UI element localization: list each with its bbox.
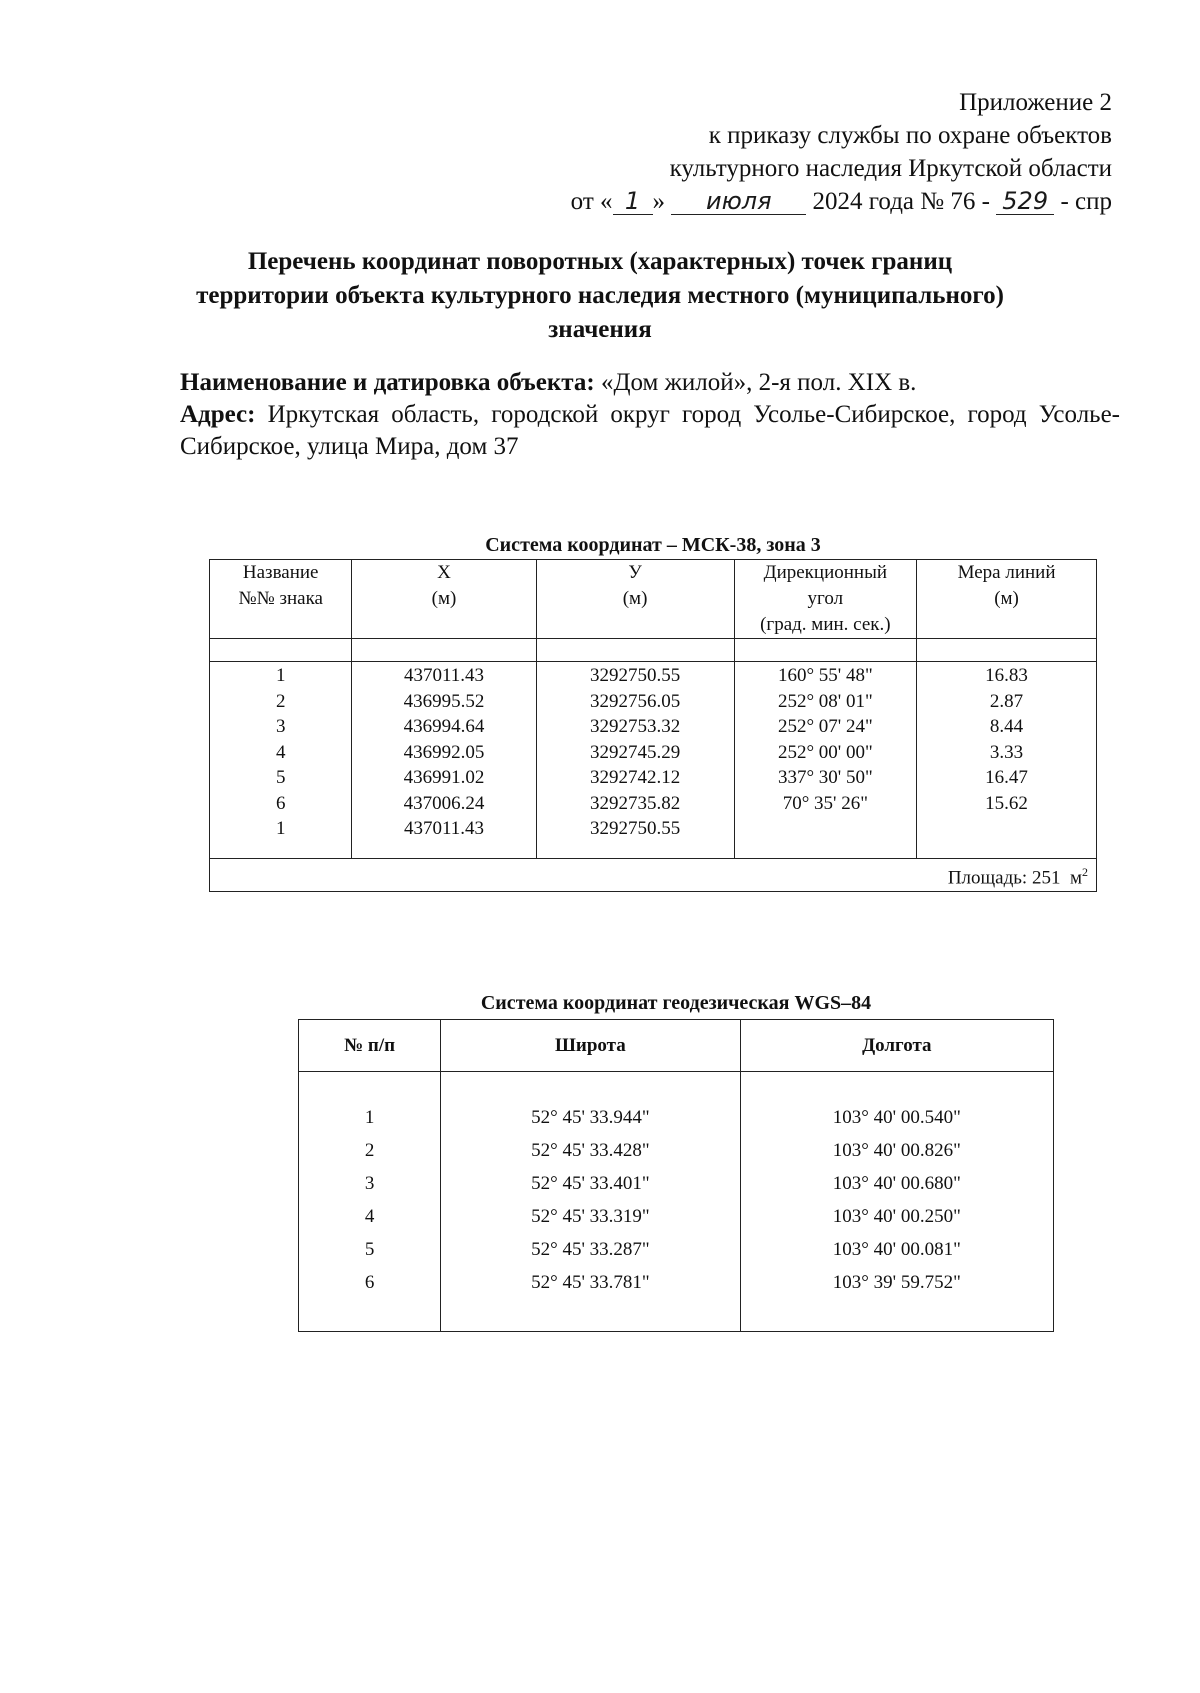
x-values-column: 437011.43 436995.52 436994.64 436992.05 436991.02 437006.24 437011.43 bbox=[352, 662, 536, 859]
table1-area-row bbox=[210, 858, 1097, 891]
header-longitude: Долгота bbox=[740, 1020, 1053, 1072]
title-line-2: территории объекта культурного наследия местного (муниципального) bbox=[196, 282, 1004, 309]
appendix-line-3: культурного наследия Иркутской области bbox=[669, 155, 1112, 182]
numbers-column: 1 2 3 4 5 6 bbox=[299, 1072, 441, 1332]
header-latitude: Широта bbox=[441, 1020, 740, 1072]
address-label: Адрес: bbox=[180, 401, 256, 428]
wgs84-coordinates-table bbox=[298, 1019, 1054, 1332]
object-name-line bbox=[180, 367, 1120, 399]
longitudes-column: 103° 40' 00.540" 103° 40' 00.826" 103° 40' 00.680" 103° 40' 00.250" 103° 40' 00.081" 103° 39' 59.752" bbox=[740, 1072, 1053, 1332]
point-names-column: 1 2 3 4 5 6 1 bbox=[210, 662, 352, 859]
y-values-column: 3292750.55 3292756.05 3292753.32 3292745.29 3292742.12 3292735.82 3292750.55 bbox=[536, 662, 734, 859]
object-name-value: «Дом жилой», 2-я пол. XIX в. bbox=[600, 369, 917, 396]
document-title bbox=[150, 245, 1050, 347]
table2-header-row bbox=[299, 1020, 1054, 1072]
header-direction-angle: Дирекционный угол (град. мин. сек.) bbox=[734, 560, 916, 639]
order-suffix: - спр bbox=[1060, 188, 1112, 215]
address-value: Иркутская область, городской округ город Усолье-Сибирское, город Усолье-Сибирское, улица Мира, дом 37 bbox=[180, 401, 1121, 460]
appendix-line-1: Приложение 2 bbox=[959, 89, 1112, 116]
object-info bbox=[180, 367, 1120, 463]
handwritten-order-number: 529 bbox=[996, 188, 1054, 215]
latitudes-column: 52° 45' 33.944" 52° 45' 33.428" 52° 45' 33.401" 52° 45' 33.319" 52° 45' 33.287" 52° 45' 33.781" bbox=[441, 1072, 740, 1332]
header-x: X (м) bbox=[352, 560, 536, 639]
table2-body-row bbox=[299, 1072, 1054, 1332]
header-point-name: Название №№ знака bbox=[210, 560, 352, 639]
date-prefix: от « bbox=[570, 188, 613, 215]
order-year-text: 2024 года № 76 - bbox=[812, 188, 990, 215]
area-cell bbox=[210, 858, 1097, 891]
table1-spacer-row bbox=[210, 639, 1097, 662]
appendix-date-line bbox=[412, 185, 1112, 218]
table1-header-row bbox=[210, 560, 1097, 639]
handwritten-day: 1 bbox=[613, 188, 653, 215]
area-unit: м bbox=[1069, 866, 1082, 888]
angles-column: 160° 55' 48" 252° 08' 01" 252° 07' 24" 252° 00' 00" 337° 30' 50" 70° 35' 26" bbox=[734, 662, 916, 859]
table2-caption: Система координат геодезическая WGS–84 bbox=[480, 992, 872, 1014]
handwritten-month: июля bbox=[671, 188, 806, 215]
title-line-1: Перечень координат поворотных (характерных) точек границ bbox=[247, 248, 953, 275]
object-name-label: Наименование и датировка объекта: bbox=[180, 369, 595, 396]
title-line-3: значения bbox=[548, 316, 652, 343]
table1-body-row bbox=[210, 662, 1097, 859]
object-address-line bbox=[180, 399, 1120, 463]
area-label: Площадь: 251 bbox=[947, 866, 1061, 888]
lengths-column: 16.83 2.87 8.44 3.33 16.47 15.62 bbox=[917, 662, 1097, 859]
msk38-coordinates-table bbox=[209, 559, 1097, 892]
appendix-line-2: к приказу службы по охране объектов bbox=[708, 122, 1112, 149]
table1-caption: Система координат – МСК-38, зона 3 bbox=[485, 534, 821, 556]
header-number: № п/п bbox=[299, 1020, 441, 1072]
appendix-header bbox=[412, 86, 1112, 218]
header-y: У (м) bbox=[536, 560, 734, 639]
header-line-length: Мера линий (м) bbox=[917, 560, 1097, 639]
area-exponent: 2 bbox=[1082, 864, 1088, 879]
date-day-close: » bbox=[652, 188, 666, 215]
